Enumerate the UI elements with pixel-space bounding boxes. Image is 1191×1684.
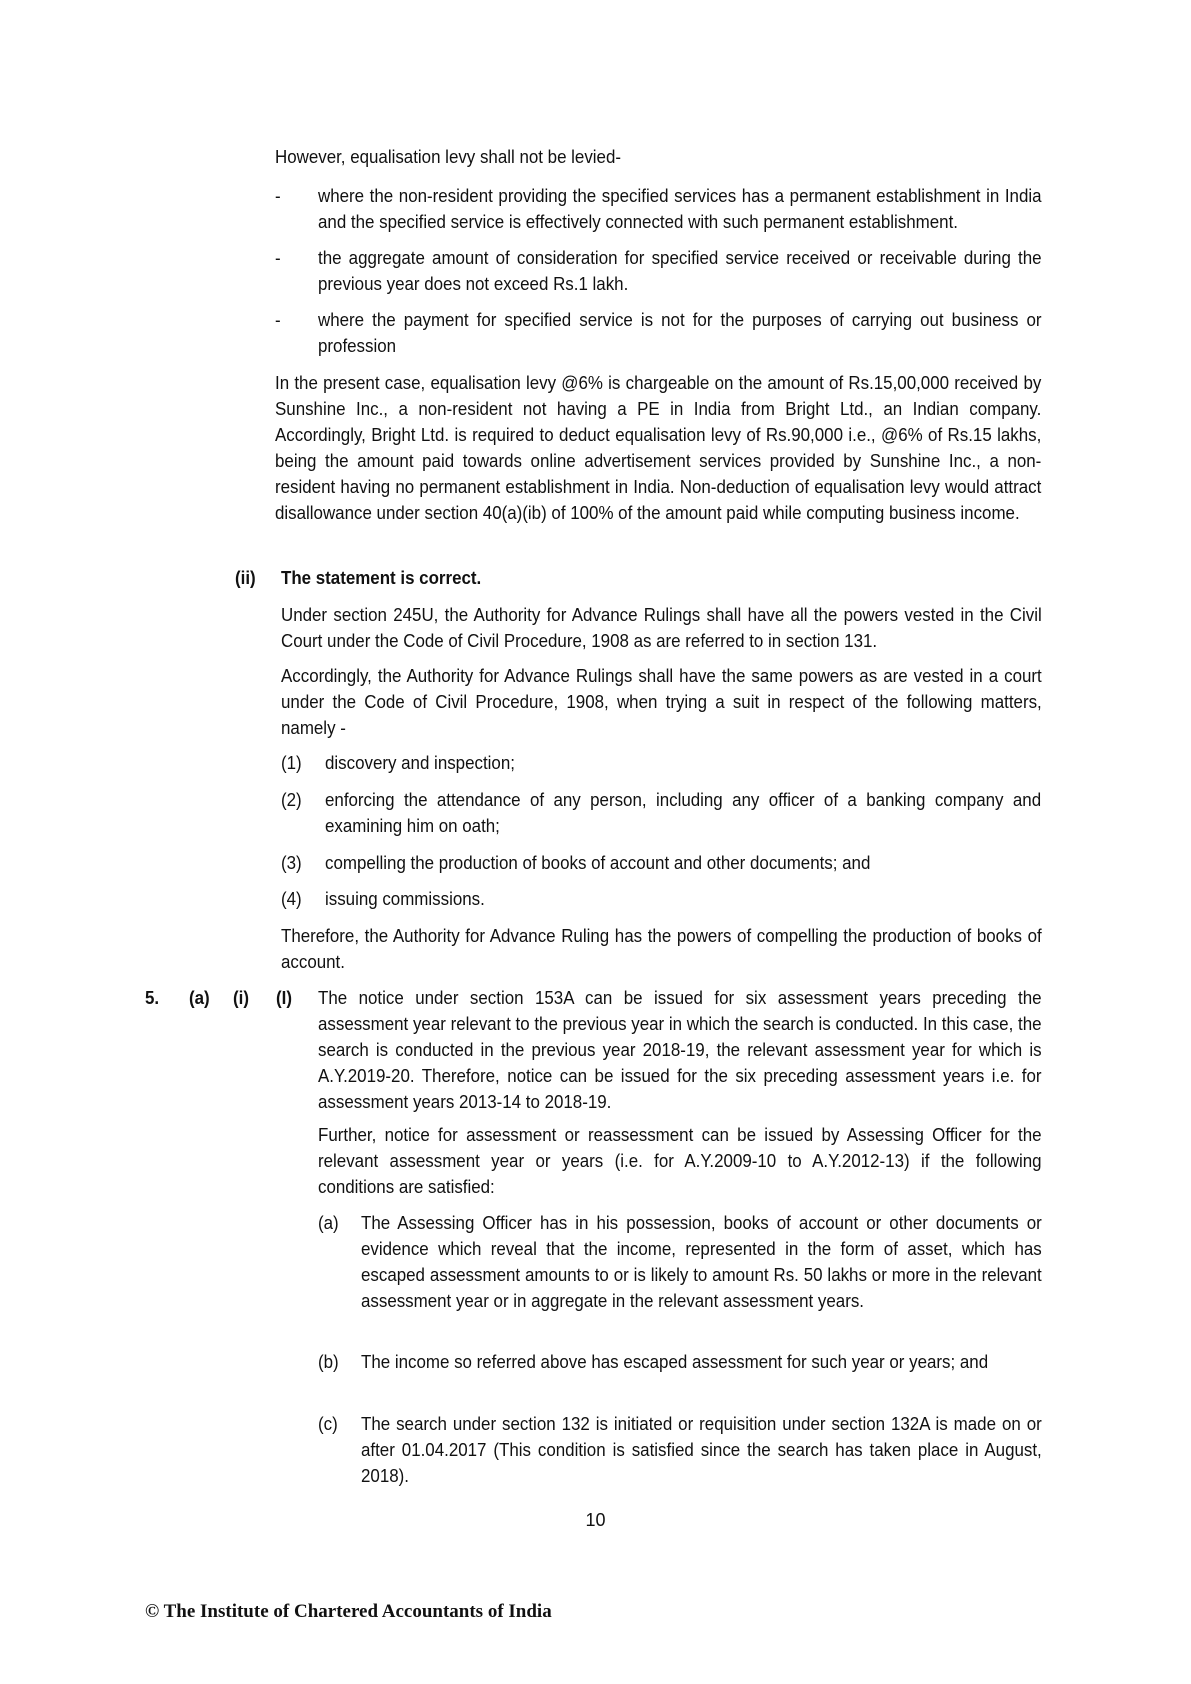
intro-text: However, equalisation levy shall not be levied-: [275, 147, 622, 167]
sub-question-label: (a): [189, 988, 210, 1008]
bullet-marker: -: [275, 186, 281, 206]
matter-number: (1): [281, 753, 302, 773]
bullet-marker: -: [275, 248, 281, 268]
exception-item: the aggregate amount of consideration for specified service received or receivable during the previous year does not exceed Rs.1 lakh.: [318, 248, 1042, 294]
matter-item: compelling the production of books of account and other documents; and: [325, 853, 871, 873]
question-number: 5.: [145, 988, 160, 1008]
matter-item: discovery and inspection;: [325, 753, 515, 773]
matter-item: enforcing the attendance of any person, including any officer of a banking company and examining him on oath;: [325, 790, 1042, 836]
part-ii-label: (ii): [235, 568, 256, 588]
matter-item: issuing commissions.: [325, 889, 485, 909]
part-ii-conclusion: Therefore, the Authority for Advance Ruling has the powers of compelling the production of books of account.: [281, 926, 1042, 972]
sub-part-label: (i): [233, 988, 249, 1008]
condition-item: The income so referred above has escaped assessment for such year or years; and: [361, 1352, 989, 1372]
page-number: 10: [585, 1510, 606, 1530]
matter-number: (4): [281, 889, 302, 909]
matter-number: (3): [281, 853, 302, 873]
part-ii-paragraph: Under section 245U, the Authority for Advance Rulings shall have all the powers vested in the Civil Court under the Code of Civil Procedure, 1908 as are referred to in section 131.: [281, 605, 1042, 651]
q5-paragraph: The notice under section 153A can be issued for six assessment years preceding the assessment year relevant to the previous year in which the search is conducted. In this case, the search is conducted in the previous year 2018-19, the relevant assessment year for which is A.Y.2019-20. Therefore, notice can be issued for the six preceding assessment years i.e. for assessment years 2013-14 to 2018-19.: [318, 988, 1042, 1112]
condition-label: (c): [318, 1414, 338, 1434]
q5-paragraph: Further, notice for assessment or reassessment can be issued by Assessing Officer for the relevant assessment year or years (i.e. for A.Y.2009-10 to A.Y.2012-13) if the following conditions are satisfied:: [318, 1125, 1042, 1197]
condition-item: The Assessing Officer has in his possession, books of account or other documents or evidence which reveal that the income, represented in the form of asset, which has escaped assessment amounts to or is likely to amount Rs. 50 lakhs or more in the relevant assessment year or in aggregate in the relevant assessment years.: [361, 1213, 1042, 1311]
exception-item: where the payment for specified service is not for the purposes of carrying out business or profession: [318, 310, 1042, 356]
condition-label: (a): [318, 1213, 339, 1233]
part-ii-heading: The statement is correct.: [281, 568, 482, 588]
present-case-paragraph: In the present case, equalisation levy @6% is chargeable on the amount of Rs.15,00,000 received by Sunshine Inc., a non-resident not having a PE in India from Bright Ltd., an Indian company. Accordingly, Bright Ltd. is required to deduct equalisation levy of Rs.90,000 i.e., @6% of Rs.15 lakhs, being the amount paid towards online advertisement services provided by Sunshine Inc., a non-resident having no permanent establishment in India. Non-deduction of equalisation levy would attract disallowance under section 40(a)(ib) of 100% of the amount paid while computing business income.: [275, 373, 1042, 523]
condition-item: The search under section 132 is initiated or requisition under section 132A is made on or after 01.04.2017 (This condition is satisfied since the search has taken place in August, 2018).: [361, 1414, 1042, 1486]
part-ii-paragraph: Accordingly, the Authority for Advance Rulings shall have the same powers as are vested in a court under the Code of Civil Procedure, 1908, when trying a suit in respect of the following matters, namely -: [281, 666, 1042, 738]
condition-label: (b): [318, 1352, 339, 1372]
exception-item: where the non-resident providing the specified services has a permanent establishment in India and the specified service is effectively connected with such permanent establishment.: [318, 186, 1042, 232]
sub-sub-part-label: (I): [276, 988, 292, 1008]
footer-copyright: © The Institute of Chartered Accountants of India: [145, 1601, 552, 1622]
bullet-marker: -: [275, 310, 281, 330]
matter-number: (2): [281, 790, 302, 810]
